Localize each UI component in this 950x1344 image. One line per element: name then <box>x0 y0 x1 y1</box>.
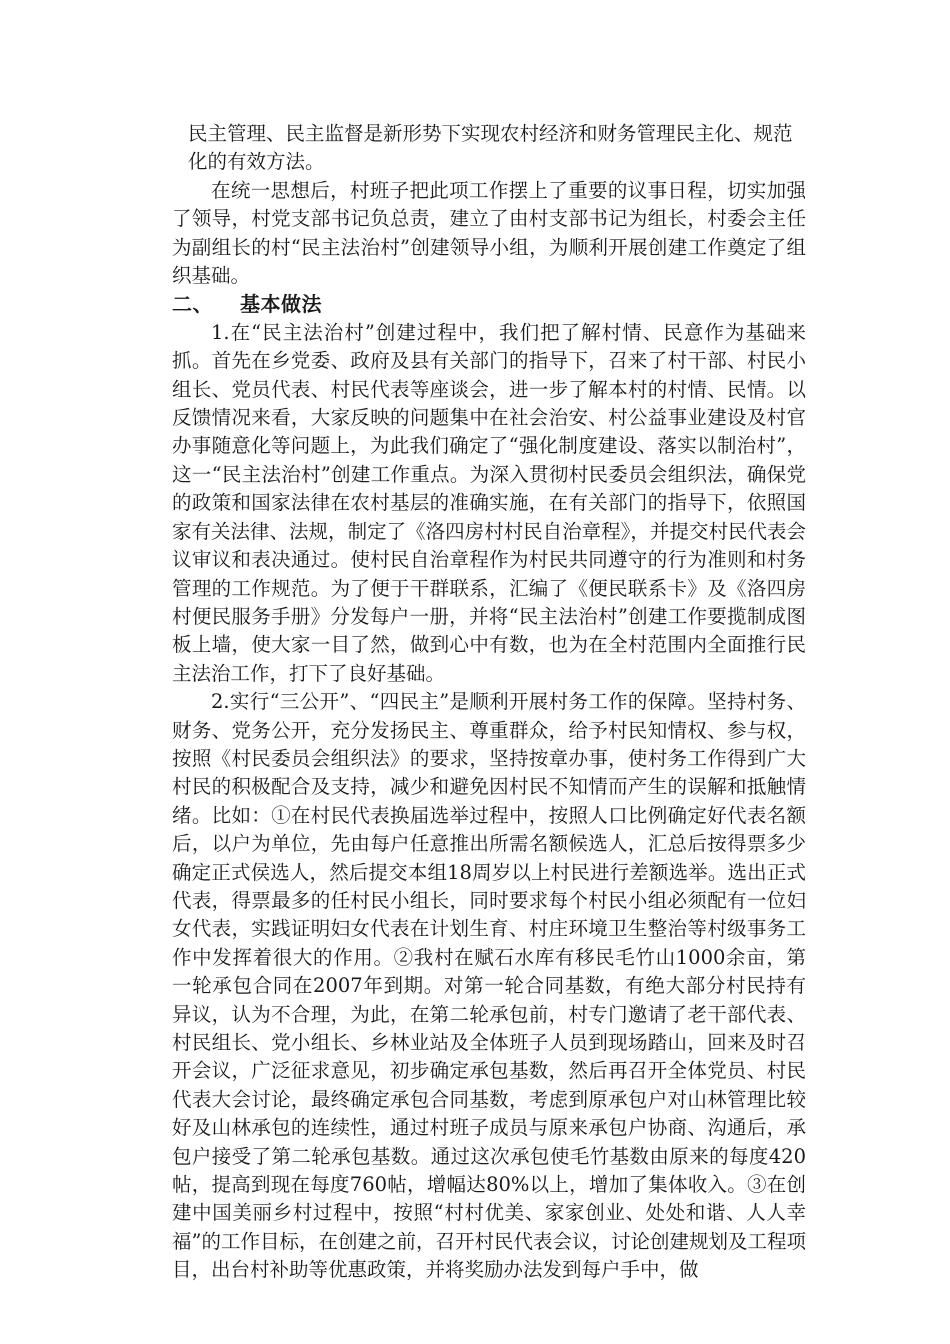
section-heading-basic-practices <box>172 290 806 318</box>
document-page <box>172 120 806 1285</box>
section-title: 基本做法 <box>240 292 322 317</box>
practice-paragraph-2: 2.实行“三公开”、“四民主”是顺利开展村务工作的保障。坚持村务、财务、党务公开，充分发扬民主、尊重群众，给予村民知情权、参与权，按照《村民委员会组织法》的要求，坚持按章办事，使村务工作得到广大村民的积极配合及支持，减少和避免因村民不知情而产生的误解和抵触情绪。比如：①在村民代表换届选举过程中，按照人口比例确定好代表名额后，以户为单位，先由每户任意推出所需名额候选人，汇总后按得票多少确定正式侯选人，然后提交本组18周岁以上村民进行差额选举。选出正式代表，得票最多的任村民小组长，同时要求每个村民小组必须配有一位妇女代表，实践证明妇女代表在计划生育、村庄环境卫生整治等村级事务工作中发挥着很大的作用。②我村在赋石水库有移民毛竹山1000余亩，第一轮承包合同在2007年到期。对第一轮合同基数，有绝大部分村民持有异议，认为不合理，为此，在第二轮承包前，村专门邀请了老干部代表、村民组长、党小组长、乡林业站及全体班子人员到现场踏山，回来及时召开会议，广泛征求意见，初步确定承包基数，然后再召开全体党员、村民代表大会讨论，最终确定承包合同基数，考虑到原承包户对山林管理比较好及山林承包的连续性，通过村班子成员与原来承包户协商、沟通后，承包户接受了第二轮承包基数。通过这次承包使毛竹基数由原来的每度420帖，提高到现在每度760帖，增幅达80%以上，增加了集体收入。③在创建中国美丽乡村过程中，按照“村村优美、家家创业、处处和谐、人人幸福”的工作目标，在创建之前，召开村民代表会议，讨论创建规划及工程项目，出台村补助等优惠政策，并将奖励办法发到每户手中，做 <box>172 690 806 1282</box>
practice-paragraph-1: 1.在“民主法治村”创建过程中，我们把了解村情、民意作为基础来抓。首先在乡党委、政府及县有关部门的指导下，召来了村干部、村民小组长、党员代表、村民代表等座谈会，进一步了解本村的村情、民情。以反馈情况来看，大家反映的问题集中在社会治安、村公益事业建设及村官办事随意化等问题上，为此我们确定了“强化制度建设、落实以制治村”，这一“民主法治村”创建工作重点。为深入贯彻村民委员会组织法，确保党的政策和国家法律在农村基层的准确实施，在有关部门的指导下，依照国家有关法律、法规，制定了《洛四房村村民自治章程》，并提交村民代表会议审议和表决通过。使村民自治章程作为村民共同遵守的行为准则和村务管理的工作规范。为了便于干群联系，汇编了《便民联系卡》及《洛四房村便民服务手册》分发每户一册，并将“民主法治村”创建工作要揽制成图板上墙，使大家一目了然，做到心中有数，也为在全村范围内全面推行民主法治工作，打下了良好基础。 <box>172 320 806 685</box>
section-number: 二、 <box>172 292 213 317</box>
intro-continuation-paragraph: 民主管理、民主监督是新形势下实现农村经济和财务管理民主化、规范化的有效方法。 <box>188 122 793 174</box>
leadership-paragraph: 在统一思想后，村班子把此项工作摆上了重要的议事日程，切实加强了领导，村党支部书记负总责，建立了由村支部书记为组长，村委会主任为副组长的村“民主法治村”创建领导小组，为顺利开展创建工作奠定了组织基础。 <box>172 178 806 288</box>
